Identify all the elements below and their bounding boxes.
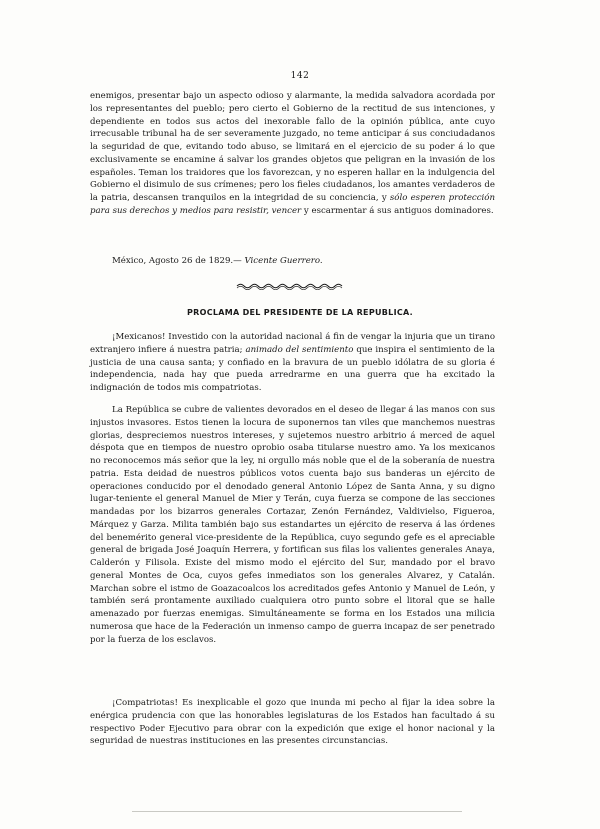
proclamation-paragraph-2: La República se cubre de valientes devorados en el deseo de llegar á las manos con sus injustos invasores. Estos tienen la locura de suponernos tan viles que manchemos nuestras glorias, despreciemos nuestros intereses, y sujetemos nuestro arbitrio á merced de aquel déspota que en tiempos de nuestro oprobio osaba titularse nuestro amo. Ya los mexicanos no reconocemos más señor que la ley, ni orgullo más noble que el de la soberanía de nuestra patria. Esta deidad de nuestros públicos votos cuenta bajo sus banderas un ejército de operaciones conducido por el denodado general Antonio López de Santa Anna, y su digno lugar-teniente el general Manuel de Mier y Terán, cuya fuerza se compone de las secciones mandadas por los bizarros generales Cortazar, Zenón Fernández, Valdivielso, Figueroa, Márquez y Garza. Milita también bajo sus estandartes un ejército de reserva á las órdenes del benemérito general vice-presidente de la República, cuyo segundo gefe es el apreciable general de brigada José Joaquín Herrera, y fortifican sus filas los valientes generales Anaya, Calderón y Filisola. Existe del mismo modo el ejército del Sur, mandado por el bravo general Montes de Oca, cuyos gefes inmediatos son los generales Alvarez, y Catalán. Marchan sobre el istmo de Goazacoalcos los acreditados gefes Antonio y Manuel de León, y también será prontamente auxiliado cualquiera otro punto sobre el litoral que se halle amenazado por fuerzas enemigas. Simultáneamente se forma en los Estados una milicia numerosa que hace de la Federación un inmenso campo de guerra incapaz de ser penetrado por la fuerza de los esclavos. bbox=[90, 405, 495, 645]
proclamation-title: PROCLAMA DEL PRESIDENTE DE LA REPUBLICA. bbox=[186, 308, 413, 317]
proclamation-p1-italic: animado del sentimiento bbox=[245, 344, 354, 355]
proclamation-paragraph-1 bbox=[90, 331, 495, 395]
proclamation-p1-part-c: que inspira el sentimiento de la justicia de una causa santa; y confiado en la bravura de un pueblo idólatra de su gloria é independencia, nada hay que pueda arredrarme en una guerra que ha excitado la indignación de todos mis compatriotas. bbox=[90, 344, 495, 393]
letter-text-part-3: y escarmentar á sus antiguos dominadores. bbox=[301, 205, 494, 216]
letter-closing-paragraph bbox=[90, 90, 495, 218]
wavy-divider bbox=[235, 282, 345, 290]
signature-place-date: México, Agosto 26 de 1829.— bbox=[112, 256, 242, 266]
letter-text-part-1: enemigos, presentar bajo un aspecto odioso y alarmante, la medida salvadora acordada por los representantes del pueblo; pero cierto el Gobierno de la rectitud de sus intenciones, y dependiente en todos sus actos del inexorable fallo de la opinión pública, ante cuyo irrecusable tribunal ha de ser severamente juzgado, no teme anticipar á sus conciudadanos la seguridad de que, evitando todo abuso, se limitará en el ejercicio de su poder á lo que exclusivamente se encamine á salvar los grandes objetos que peligran en la invasión de los españoles. Teman los traidores que los favorezcan, y no esperen hallar en la indulgencia del Gobierno el disimulo de sus crímenes; pero los fieles ciudadanos, los amantes verdaderos de la patria, descansen tranquilos en la integridad de su conciencia, y bbox=[90, 91, 495, 203]
signature-line bbox=[112, 256, 323, 266]
proclamation-p1-part-a: ¡Mexicanos! Investido con la autoridad nacional á fin de vengar la injuria que un tirano extranjero infiere á nuestra patria; bbox=[90, 332, 495, 355]
letter-text-italic: sólo esperen protección para sus derechos y medios para resistir, vencer bbox=[90, 193, 495, 216]
proclamation-paragraph-3: ¡Compatriotas! Es inexplicable el gozo que inunda mi pecho al fijar la idea sobre la enérgica prudencia con que las honorables legislaturas de los Estados han facultado á su respectivo Poder Ejecutivo para obrar con la expedición que exige el honor nacional y la seguridad de nuestras instituciones en las presentes circunstancias. bbox=[90, 698, 495, 747]
scan-artifact-line bbox=[132, 811, 462, 812]
signature-name: Vicente Guerrero. bbox=[244, 256, 323, 266]
page-number: 142 bbox=[290, 71, 310, 81]
